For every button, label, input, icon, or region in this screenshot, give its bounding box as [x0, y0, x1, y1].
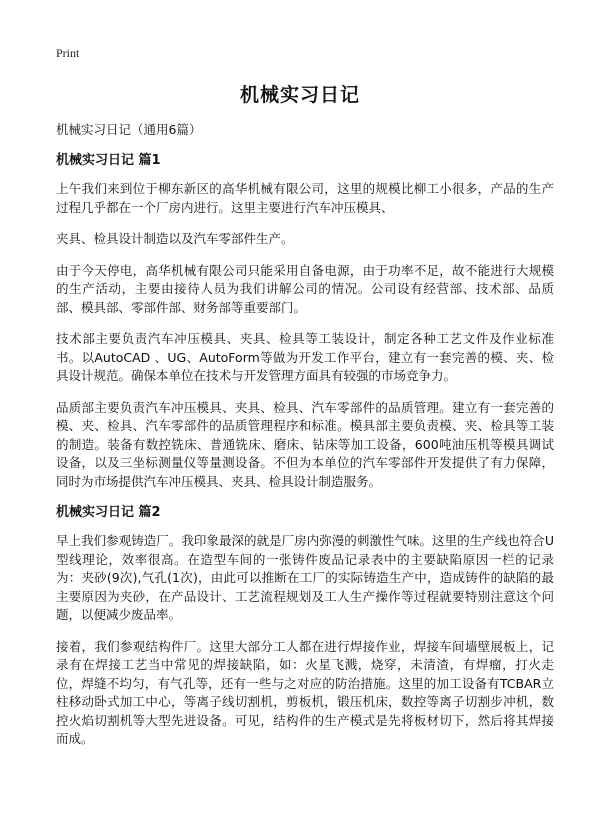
- paragraph: 上午我们来到位于柳东新区的高华机械有限公司，这里的规模比柳工小很多，产品的生产过程几乎都在一个厂房内进行。这里主要进行汽车冲压模具、: [56, 181, 554, 215]
- section-2: [56, 504, 554, 749]
- print-link[interactable]: Print: [56, 46, 80, 60]
- article-subtitle: 机械实习日记（通用6篇）: [56, 122, 202, 137]
- section-heading: 机械实习日记 篇2: [56, 505, 161, 520]
- section-heading: 机械实习日记 篇1: [56, 153, 161, 168]
- paragraph: 由于今天停电，高华机械有限公司只能采用自备电源，由于功率不足，故不能进行大规模的生产活动，主要由接待人员为我们讲解公司的情况。公司设有经营部、技术部、品质部、模具部、零部件部、财务部等重要部门。: [56, 262, 554, 315]
- paragraph: 技术部主要负责汽车冲压模具、夹具、检具等工装设计，制定各种工艺文件及作业标准书。以AutoCAD 、UG、AutoForm等做为开发工作平台，建立有一套完善的模、夹、检具设计规范。确保本单位在技术与开发管理方面具有较强的市场竞争力。: [56, 331, 554, 383]
- section-1: [56, 152, 554, 491]
- page-title: 机械实习日记: [239, 84, 360, 106]
- article-body: [56, 121, 554, 762]
- paragraph: 接着，我们参观结构件厂。这里大部分工人都在进行焊接作业，焊接车间墙壁展板上，记录有在焊接工艺当中常见的焊接缺陷，如：火星飞溅，烧穿，未清渣，有焊瘤，打火走位，焊缝不均匀，有气孔等，还有一些与之对应的防治措施。这里的加工设备有TCBAR立柱移动卧式加工中心，等离子线切割机，剪板机，锻压机床，数控等离子切割步冲机，数控火焰切割机等大型先进设备。可见，结构件的生产模式是先将板材切下，然后将其焊接而成。: [56, 638, 554, 746]
- paragraph: 品质部主要负责汽车冲压模具、夹具、检具、汽车零部件的品质管理。建立有一套完善的模、夹、检具、汽车零部件的品质管理程序和标准。模具部主要负责模、夹、检具等工装的制造。装备有数控铣床、普通铣床、磨床、钻床等加工设备，600吨油压机等模具调试设备，以及三坐标测量仪等量测设备。不但为本单位的汽车零部件开发提供了有力保障，同时为市场提供汽车冲压模具、夹具、检具设计制造服务。: [56, 399, 554, 489]
- paragraph: 早上我们参观铸造厂。我印象最深的就是厂房内弥漫的刺激性气味。这里的生产线也符合U型线理论，效率很高。在造型车间的一张铸件废品记录表中的主要缺陷原因一栏的记录为：夹砂(9次),气孔(1次)，由此可以推断在工厂的实际铸造生产中，造成铸件的缺陷的最主要原因为夹砂，在产品设计、工艺流程规划及工人生产操作等过程就要特别注意这个问题，以便减少废品率。: [56, 533, 554, 622]
- paragraph: 夹具、检具设计制造以及汽车零部件生产。: [56, 231, 294, 246]
